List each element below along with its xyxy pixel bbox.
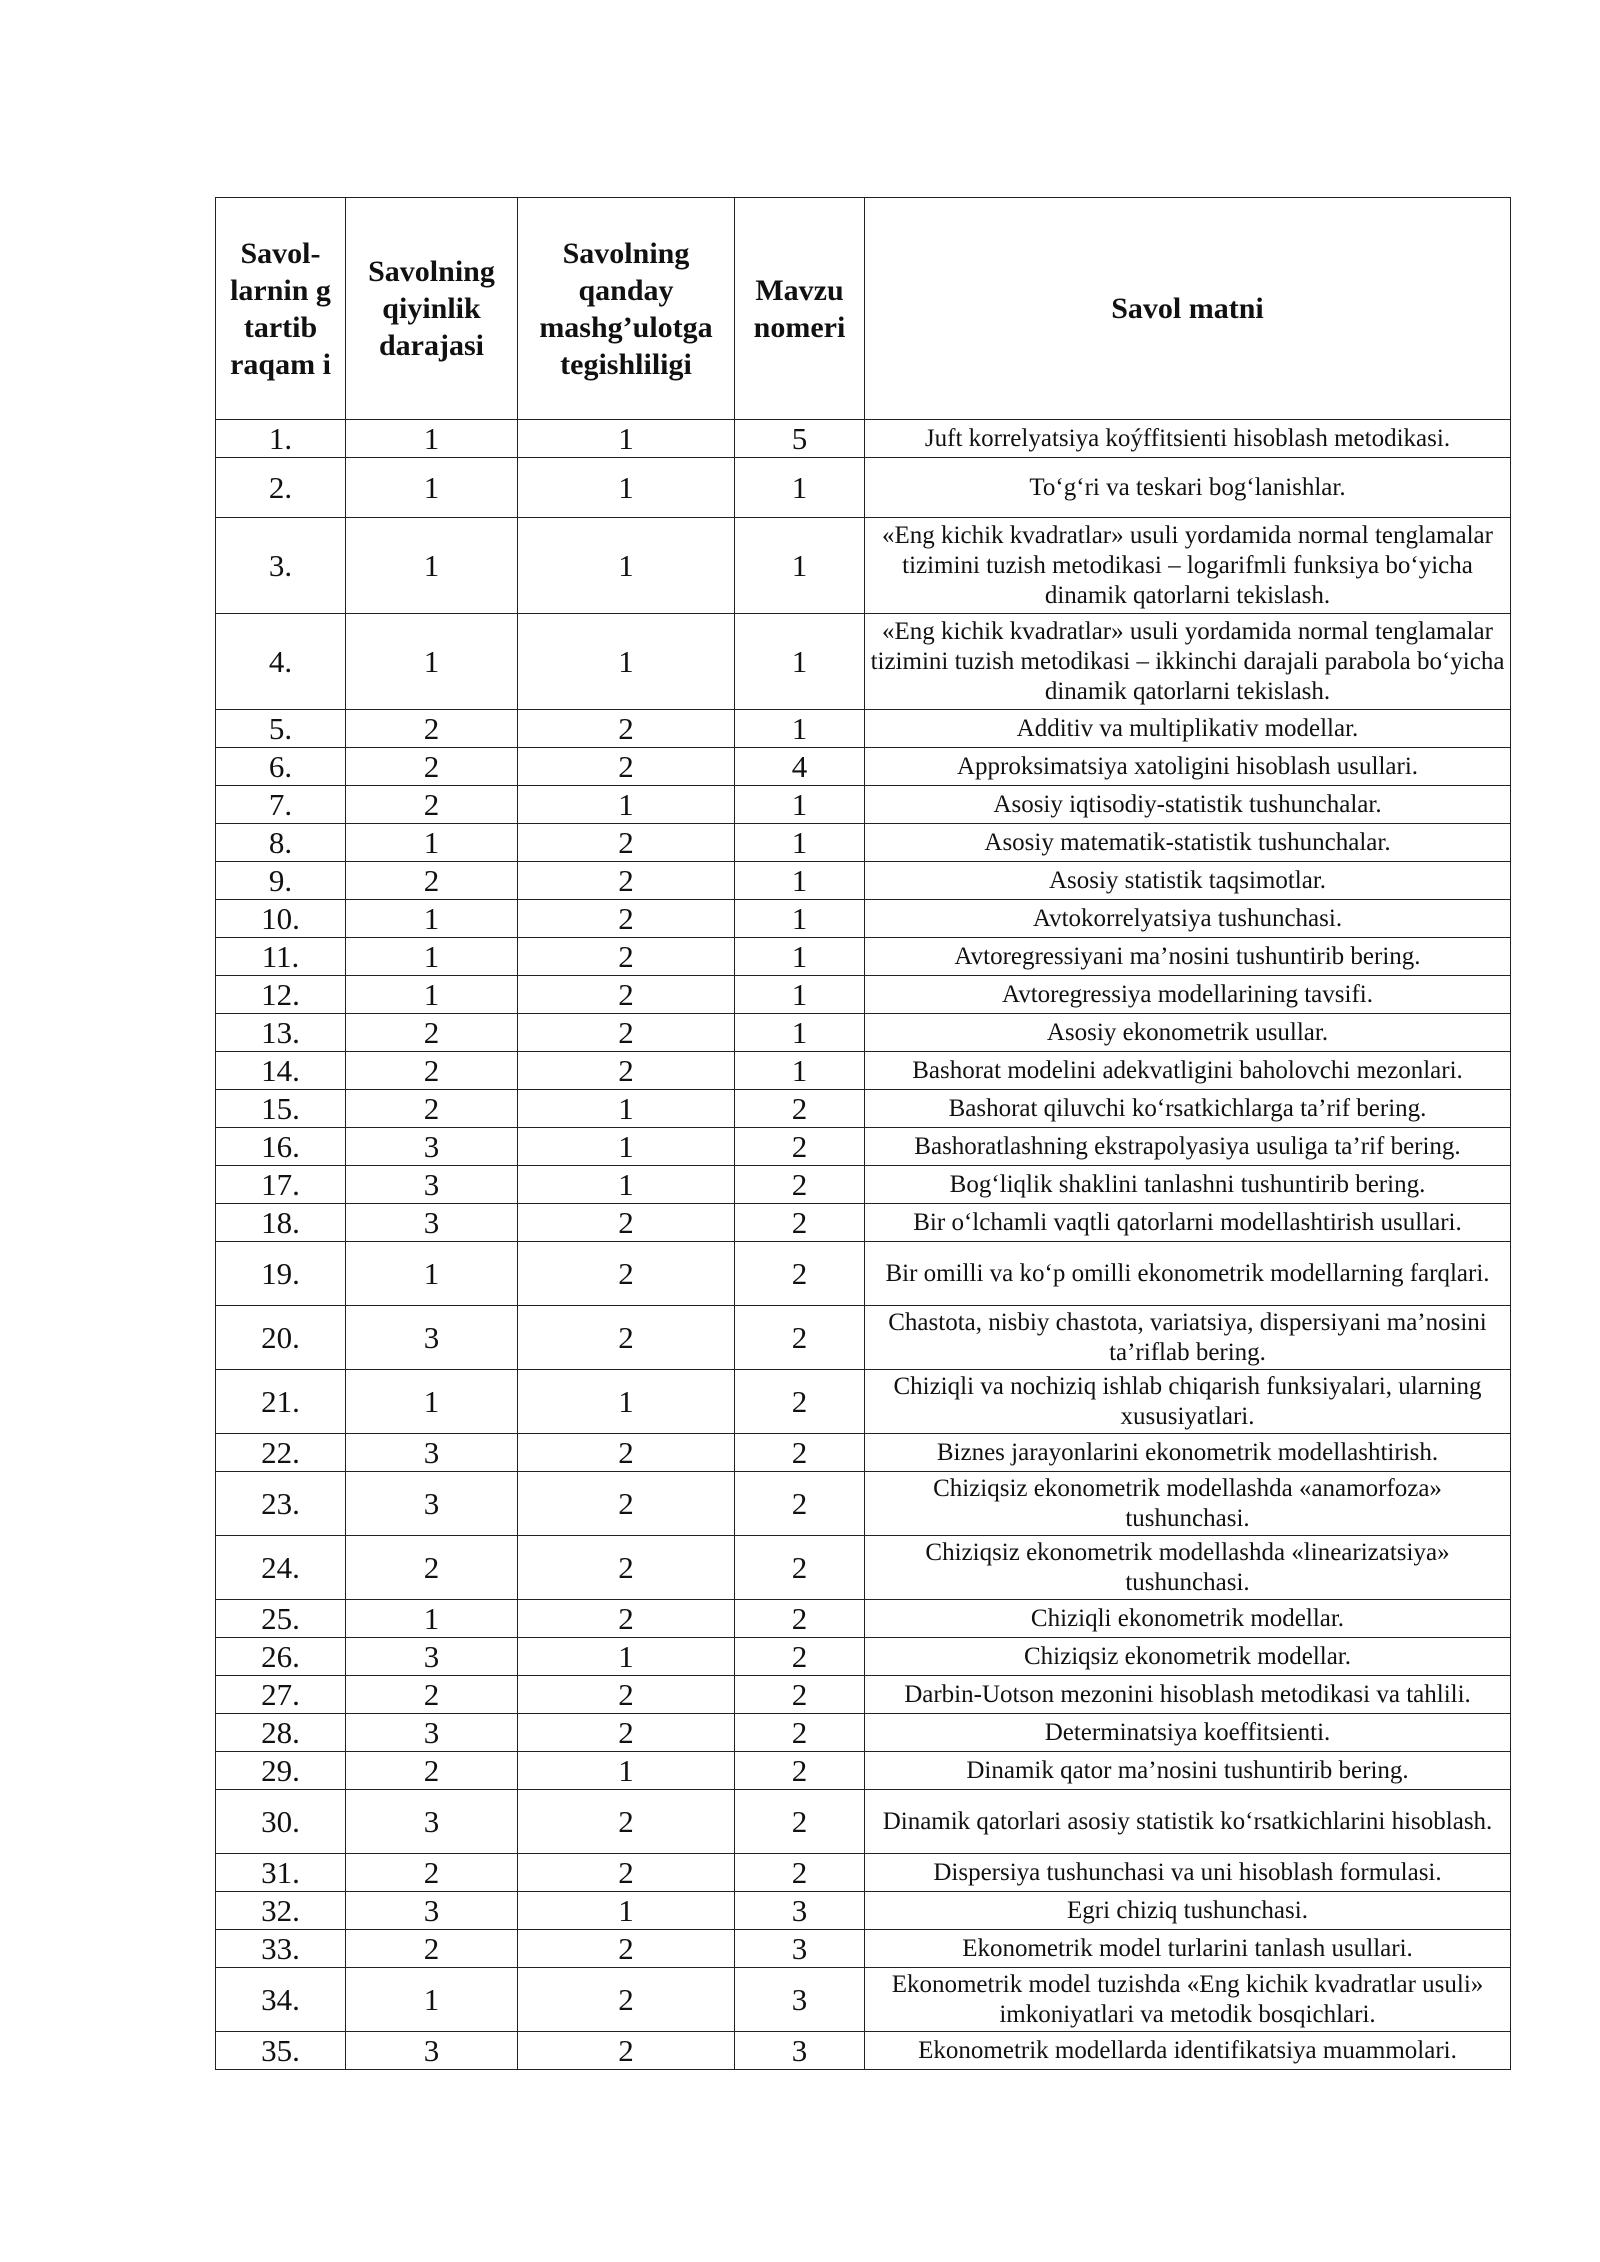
topic-number-cell: 1 (735, 458, 865, 518)
table-body (216, 420, 1511, 2070)
difficulty-cell: 2 (346, 710, 518, 748)
lesson-type-cell: 2 (518, 1434, 735, 1472)
lesson-type-cell: 2 (518, 1052, 735, 1090)
difficulty-cell: 1 (346, 938, 518, 976)
topic-number-cell: 2 (735, 1714, 865, 1752)
topic-number-cell: 2 (735, 1434, 865, 1472)
difficulty-cell: 3 (346, 1434, 518, 1472)
question-text-cell: Bir omilli va ko‘p omilli ekonometrik modellarning farqlari. (865, 1242, 1511, 1306)
difficulty-cell: 3 (346, 1638, 518, 1676)
order-number-cell: 19. (216, 1242, 346, 1306)
questions-table (215, 197, 1511, 2070)
order-number-cell: 11. (216, 938, 346, 976)
topic-number-cell: 2 (735, 1854, 865, 1892)
question-text-cell: Dinamik qator ma’nosini tushuntirib bering. (865, 1752, 1511, 1790)
order-number-cell: 21. (216, 1370, 346, 1434)
lesson-type-cell: 2 (518, 1600, 735, 1638)
table-row (216, 1892, 1511, 1930)
topic-number-cell: 2 (735, 1536, 865, 1600)
difficulty-cell: 2 (346, 862, 518, 900)
order-number-cell: 31. (216, 1854, 346, 1892)
question-text-cell: Approksimatsiya xatoligini hisoblash usullari. (865, 748, 1511, 786)
order-number-cell: 24. (216, 1536, 346, 1600)
question-text-cell: Avtoregressiyani ma’nosini tushuntirib bering. (865, 938, 1511, 976)
question-text-cell: Chiziqsiz ekonometrik modellar. (865, 1638, 1511, 1676)
topic-number-cell: 1 (735, 862, 865, 900)
order-number-cell: 16. (216, 1128, 346, 1166)
table-row (216, 1052, 1511, 1090)
lesson-type-cell: 1 (518, 1892, 735, 1930)
difficulty-cell: 1 (346, 420, 518, 458)
difficulty-cell: 3 (346, 1306, 518, 1370)
difficulty-cell: 2 (346, 1052, 518, 1090)
lesson-type-cell: 2 (518, 1306, 735, 1370)
topic-number-cell: 5 (735, 420, 865, 458)
order-number-cell: 17. (216, 1166, 346, 1204)
table-row (216, 976, 1511, 1014)
order-number-cell: 10. (216, 900, 346, 938)
difficulty-cell: 3 (346, 1790, 518, 1854)
order-number-cell: 9. (216, 862, 346, 900)
lesson-type-cell: 2 (518, 1014, 735, 1052)
difficulty-cell: 2 (346, 1854, 518, 1892)
order-number-cell: 22. (216, 1434, 346, 1472)
lesson-type-cell: 2 (518, 1472, 735, 1536)
difficulty-cell: 1 (346, 1242, 518, 1306)
difficulty-cell: 1 (346, 1600, 518, 1638)
question-text-cell: Bashorat modelini adekvatligini baholovchi mezonlari. (865, 1052, 1511, 1090)
lesson-type-cell: 2 (518, 1204, 735, 1242)
question-text-cell: Biznes jarayonlarini ekonometrik modellashtirish. (865, 1434, 1511, 1472)
lesson-type-cell: 1 (518, 458, 735, 518)
lesson-type-cell: 1 (518, 1090, 735, 1128)
question-text-cell: «Eng kichik kvadratlar» usuli yordamida normal tenglamalar tizimini tuzish metodikasi – ikkinchi darajali parabola bo‘yicha dinamik qatorlarni tekislash. (865, 614, 1511, 710)
order-number-cell: 18. (216, 1204, 346, 1242)
order-number-cell: 34. (216, 1968, 346, 2032)
question-text-cell: Egri chiziq tushunchasi. (865, 1892, 1511, 1930)
difficulty-cell: 3 (346, 2032, 518, 2070)
question-text-cell: Additiv va multiplikativ modellar. (865, 710, 1511, 748)
table-row (216, 1676, 1511, 1714)
table-row (216, 1242, 1511, 1306)
order-number-cell: 13. (216, 1014, 346, 1052)
table-row (216, 1854, 1511, 1892)
topic-number-cell: 2 (735, 1370, 865, 1434)
topic-number-cell: 3 (735, 1968, 865, 2032)
table-row (216, 2032, 1511, 2070)
table-row (216, 900, 1511, 938)
difficulty-cell: 1 (346, 900, 518, 938)
lesson-type-cell: 2 (518, 1676, 735, 1714)
table-row (216, 1090, 1511, 1128)
order-number-cell: 5. (216, 710, 346, 748)
topic-number-cell: 2 (735, 1242, 865, 1306)
difficulty-cell: 2 (346, 1752, 518, 1790)
order-number-cell: 6. (216, 748, 346, 786)
order-number-cell: 35. (216, 2032, 346, 2070)
order-number-cell: 2. (216, 458, 346, 518)
lesson-type-cell: 1 (518, 1370, 735, 1434)
table-row (216, 938, 1511, 976)
table-row (216, 518, 1511, 614)
table-row (216, 710, 1511, 748)
header-order-number: Savol-larnin g tartib raqam i (216, 198, 346, 420)
topic-number-cell: 2 (735, 1166, 865, 1204)
lesson-type-cell: 2 (518, 2032, 735, 2070)
question-text-cell: Dispersiya tushunchasi va uni hisoblash formulasi. (865, 1854, 1511, 1892)
table-row (216, 824, 1511, 862)
order-number-cell: 33. (216, 1930, 346, 1968)
table-row (216, 1204, 1511, 1242)
difficulty-cell: 1 (346, 614, 518, 710)
order-number-cell: 20. (216, 1306, 346, 1370)
difficulty-cell: 3 (346, 1472, 518, 1536)
lesson-type-cell: 2 (518, 1242, 735, 1306)
header-row (216, 198, 1511, 420)
topic-number-cell: 2 (735, 1638, 865, 1676)
difficulty-cell: 2 (346, 1930, 518, 1968)
lesson-type-cell: 2 (518, 1854, 735, 1892)
table-row (216, 1014, 1511, 1052)
topic-number-cell: 1 (735, 614, 865, 710)
lesson-type-cell: 1 (518, 786, 735, 824)
question-text-cell: Bashorat qiluvchi ko‘rsatkichlarga ta’rif bering. (865, 1090, 1511, 1128)
lesson-type-cell: 2 (518, 1790, 735, 1854)
question-text-cell: Asosiy ekonometrik usullar. (865, 1014, 1511, 1052)
difficulty-cell: 1 (346, 824, 518, 862)
question-text-cell: Chiziqli ekonometrik modellar. (865, 1600, 1511, 1638)
difficulty-cell: 2 (346, 1014, 518, 1052)
difficulty-cell: 2 (346, 786, 518, 824)
question-text-cell: Bashoratlashning ekstrapolyasiya usuliga ta’rif bering. (865, 1128, 1511, 1166)
topic-number-cell: 1 (735, 518, 865, 614)
table-row (216, 420, 1511, 458)
topic-number-cell: 3 (735, 2032, 865, 2070)
table-row (216, 1434, 1511, 1472)
topic-number-cell: 1 (735, 1014, 865, 1052)
order-number-cell: 29. (216, 1752, 346, 1790)
question-text-cell: Asosiy iqtisodiy-statistik tushunchalar. (865, 786, 1511, 824)
difficulty-cell: 1 (346, 518, 518, 614)
lesson-type-cell: 1 (518, 518, 735, 614)
topic-number-cell: 2 (735, 1676, 865, 1714)
difficulty-cell: 3 (346, 1204, 518, 1242)
table-row (216, 1968, 1511, 2032)
difficulty-cell: 2 (346, 1090, 518, 1128)
order-number-cell: 32. (216, 1892, 346, 1930)
order-number-cell: 7. (216, 786, 346, 824)
table-row (216, 1752, 1511, 1790)
order-number-cell: 12. (216, 976, 346, 1014)
table-header (216, 198, 1511, 420)
order-number-cell: 30. (216, 1790, 346, 1854)
question-text-cell: Avtoregressiya modellarining tavsifi. (865, 976, 1511, 1014)
question-text-cell: Asosiy statistik taqsimotlar. (865, 862, 1511, 900)
table-row (216, 614, 1511, 710)
order-number-cell: 15. (216, 1090, 346, 1128)
topic-number-cell: 1 (735, 786, 865, 824)
question-text-cell: Darbin-Uotson mezonini hisoblash metodikasi va tahlili. (865, 1676, 1511, 1714)
table-row (216, 748, 1511, 786)
lesson-type-cell: 1 (518, 1752, 735, 1790)
question-text-cell: To‘g‘ri va teskari bog‘lanishlar. (865, 458, 1511, 518)
topic-number-cell: 1 (735, 1052, 865, 1090)
topic-number-cell: 2 (735, 1600, 865, 1638)
table-row (216, 1714, 1511, 1752)
question-text-cell: Bir o‘lchamli vaqtli qatorlarni modellashtirish usullari. (865, 1204, 1511, 1242)
table-row (216, 786, 1511, 824)
question-text-cell: Juft korrelyatsiya koýffitsienti hisoblash metodikasi. (865, 420, 1511, 458)
order-number-cell: 25. (216, 1600, 346, 1638)
table-row (216, 1536, 1511, 1600)
table-row (216, 1638, 1511, 1676)
topic-number-cell: 4 (735, 748, 865, 786)
question-text-cell: Avtokorrelyatsiya tushunchasi. (865, 900, 1511, 938)
difficulty-cell: 2 (346, 748, 518, 786)
topic-number-cell: 3 (735, 1930, 865, 1968)
difficulty-cell: 2 (346, 1536, 518, 1600)
table-row (216, 1600, 1511, 1638)
lesson-type-cell: 2 (518, 900, 735, 938)
lesson-type-cell: 2 (518, 710, 735, 748)
topic-number-cell: 2 (735, 1128, 865, 1166)
question-text-cell: Ekonometrik modellarda identifikatsiya muammolari. (865, 2032, 1511, 2070)
lesson-type-cell: 1 (518, 1128, 735, 1166)
question-text-cell: Bog‘liqlik shaklini tanlashni tushuntirib bering. (865, 1166, 1511, 1204)
question-text-cell: Chiziqsiz ekonometrik modellashda «anamorfoza» tushunchasi. (865, 1472, 1511, 1536)
table-row (216, 1306, 1511, 1370)
question-text-cell: Chastota, nisbiy chastota, variatsiya, dispersiyani ma’nosini ta’riflab bering. (865, 1306, 1511, 1370)
topic-number-cell: 1 (735, 824, 865, 862)
header-difficulty: Savolning qiyinlik darajasi (346, 198, 518, 420)
header-question-text: Savol matni (865, 198, 1511, 420)
table-row (216, 1128, 1511, 1166)
difficulty-cell: 1 (346, 1968, 518, 2032)
order-number-cell: 8. (216, 824, 346, 862)
lesson-type-cell: 2 (518, 1714, 735, 1752)
question-text-cell: Asosiy matematik-statistik tushunchalar. (865, 824, 1511, 862)
question-text-cell: Dinamik qatorlari asosiy statistik ko‘rsatkichlarini hisoblash. (865, 1790, 1511, 1854)
table-row (216, 862, 1511, 900)
table-row (216, 1930, 1511, 1968)
lesson-type-cell: 2 (518, 748, 735, 786)
order-number-cell: 26. (216, 1638, 346, 1676)
table-row (216, 1166, 1511, 1204)
lesson-type-cell: 2 (518, 1968, 735, 2032)
order-number-cell: 27. (216, 1676, 346, 1714)
difficulty-cell: 1 (346, 458, 518, 518)
topic-number-cell: 1 (735, 976, 865, 1014)
question-text-cell: Chiziqli va nochiziq ishlab chiqarish funksiyalari, ularning xususiyatlari. (865, 1370, 1511, 1434)
order-number-cell: 4. (216, 614, 346, 710)
lesson-type-cell: 2 (518, 938, 735, 976)
topic-number-cell: 3 (735, 1892, 865, 1930)
order-number-cell: 14. (216, 1052, 346, 1090)
order-number-cell: 3. (216, 518, 346, 614)
topic-number-cell: 2 (735, 1472, 865, 1536)
order-number-cell: 23. (216, 1472, 346, 1536)
question-text-cell: Chiziqsiz ekonometrik modellashda «linearizatsiya» tushunchasi. (865, 1536, 1511, 1600)
difficulty-cell: 3 (346, 1166, 518, 1204)
topic-number-cell: 1 (735, 900, 865, 938)
lesson-type-cell: 1 (518, 614, 735, 710)
lesson-type-cell: 2 (518, 862, 735, 900)
lesson-type-cell: 2 (518, 1536, 735, 1600)
difficulty-cell: 2 (346, 1676, 518, 1714)
topic-number-cell: 2 (735, 1090, 865, 1128)
order-number-cell: 28. (216, 1714, 346, 1752)
difficulty-cell: 1 (346, 1370, 518, 1434)
topic-number-cell: 1 (735, 710, 865, 748)
table-row (216, 1370, 1511, 1434)
lesson-type-cell: 2 (518, 1930, 735, 1968)
topic-number-cell: 2 (735, 1306, 865, 1370)
table-row (216, 458, 1511, 518)
lesson-type-cell: 2 (518, 976, 735, 1014)
lesson-type-cell: 1 (518, 1166, 735, 1204)
difficulty-cell: 3 (346, 1892, 518, 1930)
lesson-type-cell: 2 (518, 824, 735, 862)
header-lesson-type: Savolning qanday mashg’ulotga tegishliligi (518, 198, 735, 420)
difficulty-cell: 1 (346, 976, 518, 1014)
question-text-cell: Ekonometrik model turlarini tanlash usullari. (865, 1930, 1511, 1968)
question-text-cell: «Eng kichik kvadratlar» usuli yordamida normal tenglamalar tizimini tuzish metodikasi – logarifmli funksiya bo‘yicha dinamik qatorlarni tekislash. (865, 518, 1511, 614)
lesson-type-cell: 1 (518, 420, 735, 458)
question-text-cell: Ekonometrik model tuzishda «Eng kichik kvadratlar usuli» imkoniyatlari va metodik bosqichlari. (865, 1968, 1511, 2032)
topic-number-cell: 2 (735, 1204, 865, 1242)
header-topic-number: Mavzu nomeri (735, 198, 865, 420)
table-row (216, 1472, 1511, 1536)
topic-number-cell: 2 (735, 1790, 865, 1854)
difficulty-cell: 3 (346, 1128, 518, 1166)
order-number-cell: 1. (216, 420, 346, 458)
topic-number-cell: 1 (735, 938, 865, 976)
topic-number-cell: 2 (735, 1752, 865, 1790)
difficulty-cell: 3 (346, 1714, 518, 1752)
table-row (216, 1790, 1511, 1854)
lesson-type-cell: 1 (518, 1638, 735, 1676)
question-text-cell: Determinatsiya koeffitsienti. (865, 1714, 1511, 1752)
